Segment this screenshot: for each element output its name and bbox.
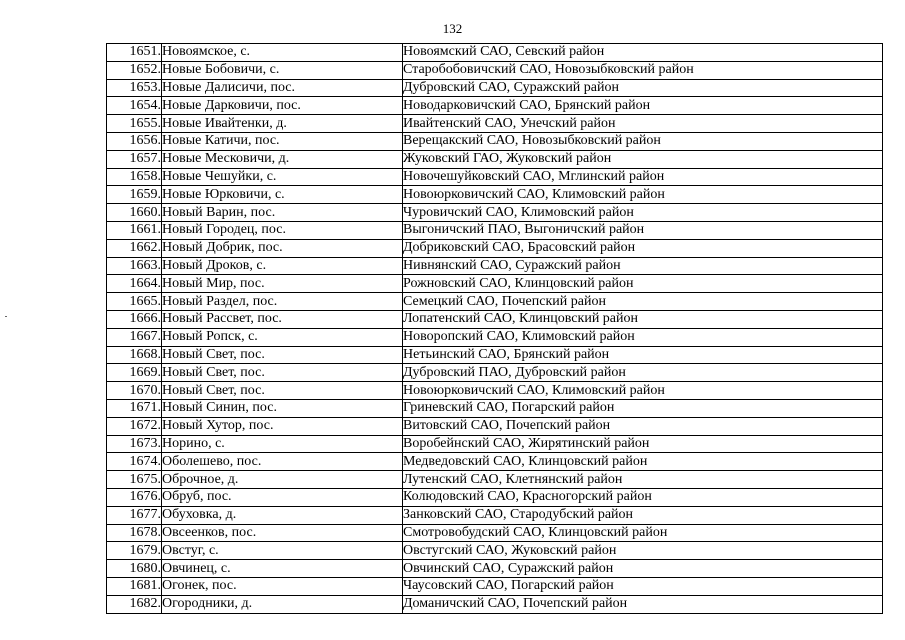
row-number: 1659. <box>107 186 162 204</box>
settlement-name: Новый Раздел, пос. <box>162 293 403 311</box>
settlement-name: Новые Далисичи, пос. <box>162 79 403 97</box>
table-row <box>107 186 883 204</box>
row-number: 1651. <box>107 44 162 62</box>
administrative-district: Занковский САО, Стародубский район <box>403 506 883 524</box>
table-row <box>107 61 883 79</box>
settlement-name: Новый Свет, пос. <box>162 382 403 400</box>
settlement-name: Новые Чешуйки, с. <box>162 168 403 186</box>
administrative-district: Воробейнский САО, Жирятинский район <box>403 435 883 453</box>
table-row <box>107 221 883 239</box>
settlement-name: Новые Катичи, пос. <box>162 132 403 150</box>
row-number: 1656. <box>107 132 162 150</box>
row-number: 1665. <box>107 293 162 311</box>
settlement-name: Новый Ропск, с. <box>162 328 403 346</box>
table-row <box>107 435 883 453</box>
row-number: 1671. <box>107 399 162 417</box>
settlement-name: Обруб, пос. <box>162 488 403 506</box>
administrative-district: Новочешуйковский САО, Мглинский район <box>403 168 883 186</box>
settlement-name: Новый Добрик, пос. <box>162 239 403 257</box>
row-number: 1669. <box>107 364 162 382</box>
row-number: 1677. <box>107 506 162 524</box>
administrative-district: Чуровичский САО, Климовский район <box>403 204 883 222</box>
table-row <box>107 239 883 257</box>
scan-artifact <box>5 316 7 317</box>
settlement-name: Новый Хутор, пос. <box>162 417 403 435</box>
table-row <box>107 79 883 97</box>
table-row <box>107 471 883 489</box>
table-row <box>107 115 883 133</box>
table-row <box>107 275 883 293</box>
settlement-name: Овчинец, с. <box>162 560 403 578</box>
table-row <box>107 524 883 542</box>
row-number: 1662. <box>107 239 162 257</box>
administrative-district: Овстугский САО, Жуковский район <box>403 542 883 560</box>
administrative-district: Ивайтенский САО, Унечский район <box>403 115 883 133</box>
administrative-district: Колюдовский САО, Красногорский район <box>403 488 883 506</box>
settlement-name: Новый Свет, пос. <box>162 364 403 382</box>
row-number: 1681. <box>107 577 162 595</box>
table-row <box>107 488 883 506</box>
table-row <box>107 150 883 168</box>
administrative-district: Верещакский САО, Новозыбковский район <box>403 132 883 150</box>
administrative-district: Нивнянский САО, Суражский район <box>403 257 883 275</box>
table-row <box>107 595 883 613</box>
row-number: 1653. <box>107 79 162 97</box>
table-row <box>107 542 883 560</box>
table-row <box>107 97 883 115</box>
settlement-name: Новоямское, с. <box>162 44 403 62</box>
table-row <box>107 293 883 311</box>
administrative-district: Рожновский САО, Клинцовский район <box>403 275 883 293</box>
row-number: 1679. <box>107 542 162 560</box>
table-row <box>107 506 883 524</box>
administrative-district: Добриковский САО, Брасовский район <box>403 239 883 257</box>
table-row <box>107 328 883 346</box>
page-number: 132 <box>442 21 463 36</box>
settlement-name: Овсеенков, пос. <box>162 524 403 542</box>
settlement-name: Новые Месковичи, д. <box>162 150 403 168</box>
administrative-district: Новоюрковичский САО, Климовский район <box>403 382 883 400</box>
row-number: 1680. <box>107 560 162 578</box>
table-row <box>107 453 883 471</box>
administrative-district: Старобобовичский САО, Новозыбковский район <box>403 61 883 79</box>
settlement-name: Новый Рассвет, пос. <box>162 310 403 328</box>
row-number: 1667. <box>107 328 162 346</box>
settlement-name: Норино, с. <box>162 435 403 453</box>
row-number: 1655. <box>107 115 162 133</box>
settlement-name: Оболешево, пос. <box>162 453 403 471</box>
row-number: 1670. <box>107 382 162 400</box>
row-number: 1661. <box>107 221 162 239</box>
administrative-district: Лутенский САО, Клетнянский район <box>403 471 883 489</box>
row-number: 1678. <box>107 524 162 542</box>
settlement-name: Обуховка, д. <box>162 506 403 524</box>
table-row <box>107 132 883 150</box>
row-number: 1675. <box>107 471 162 489</box>
table-row <box>107 364 883 382</box>
settlement-name: Новые Дарковичи, пос. <box>162 97 403 115</box>
row-number: 1682. <box>107 595 162 613</box>
row-number: 1676. <box>107 488 162 506</box>
table-row <box>107 310 883 328</box>
administrative-district: Семецкий САО, Почепский район <box>403 293 883 311</box>
settlement-name: Новый Синин, пос. <box>162 399 403 417</box>
administrative-district: Овчинский САО, Суражский район <box>403 560 883 578</box>
table-row <box>107 417 883 435</box>
row-number: 1652. <box>107 61 162 79</box>
table-row <box>107 168 883 186</box>
table-row <box>107 382 883 400</box>
administrative-district: Медведовский САО, Клинцовский район <box>403 453 883 471</box>
row-number: 1668. <box>107 346 162 364</box>
row-number: 1658. <box>107 168 162 186</box>
settlements-table-body <box>107 44 883 614</box>
administrative-district: Новоропский САО, Климовский район <box>403 328 883 346</box>
settlement-name: Огонек, пос. <box>162 577 403 595</box>
administrative-district: Лопатенский САО, Клинцовский район <box>403 310 883 328</box>
settlement-name: Новые Бобовичи, с. <box>162 61 403 79</box>
administrative-district: Нетьинский САО, Брянский район <box>403 346 883 364</box>
row-number: 1654. <box>107 97 162 115</box>
administrative-district: Новодарковичский САО, Брянский район <box>403 97 883 115</box>
row-number: 1664. <box>107 275 162 293</box>
administrative-district: Витовский САО, Почепский район <box>403 417 883 435</box>
administrative-district: Доманичский САО, Почепский район <box>403 595 883 613</box>
administrative-district: Жуковский ГАО, Жуковский район <box>403 150 883 168</box>
administrative-district: Чаусовский САО, Погарский район <box>403 577 883 595</box>
settlement-name: Новый Городец, пос. <box>162 221 403 239</box>
table-row <box>107 346 883 364</box>
administrative-district: Выгоничский ПАО, Выгоничский район <box>403 221 883 239</box>
settlement-name: Новый Мир, пос. <box>162 275 403 293</box>
row-number: 1660. <box>107 204 162 222</box>
settlement-name: Огородники, д. <box>162 595 403 613</box>
administrative-district: Дубровский САО, Суражский район <box>403 79 883 97</box>
row-number: 1673. <box>107 435 162 453</box>
table-row <box>107 44 883 62</box>
table-row <box>107 560 883 578</box>
settlement-name: Новые Юрковичи, с. <box>162 186 403 204</box>
administrative-district: Дубровский ПАО, Дубровский район <box>403 364 883 382</box>
row-number: 1672. <box>107 417 162 435</box>
administrative-district: Новоюрковичский САО, Климовский район <box>403 186 883 204</box>
table-row <box>107 577 883 595</box>
settlement-name: Новый Дроков, с. <box>162 257 403 275</box>
administrative-district: Гриневский САО, Погарский район <box>403 399 883 417</box>
settlement-name: Новый Варин, пос. <box>162 204 403 222</box>
row-number: 1657. <box>107 150 162 168</box>
administrative-district: Новоямский САО, Севский район <box>403 44 883 62</box>
settlement-name: Новый Свет, пос. <box>162 346 403 364</box>
table-row <box>107 257 883 275</box>
table-row <box>107 204 883 222</box>
row-number: 1674. <box>107 453 162 471</box>
settlements-table <box>106 43 883 614</box>
settlement-name: Овстуг, с. <box>162 542 403 560</box>
table-row <box>107 399 883 417</box>
row-number: 1663. <box>107 257 162 275</box>
administrative-district: Смотровобудский САО, Клинцовский район <box>403 524 883 542</box>
row-number: 1666. <box>107 310 162 328</box>
settlement-name: Новые Ивайтенки, д. <box>162 115 403 133</box>
settlement-name: Оброчное, д. <box>162 471 403 489</box>
